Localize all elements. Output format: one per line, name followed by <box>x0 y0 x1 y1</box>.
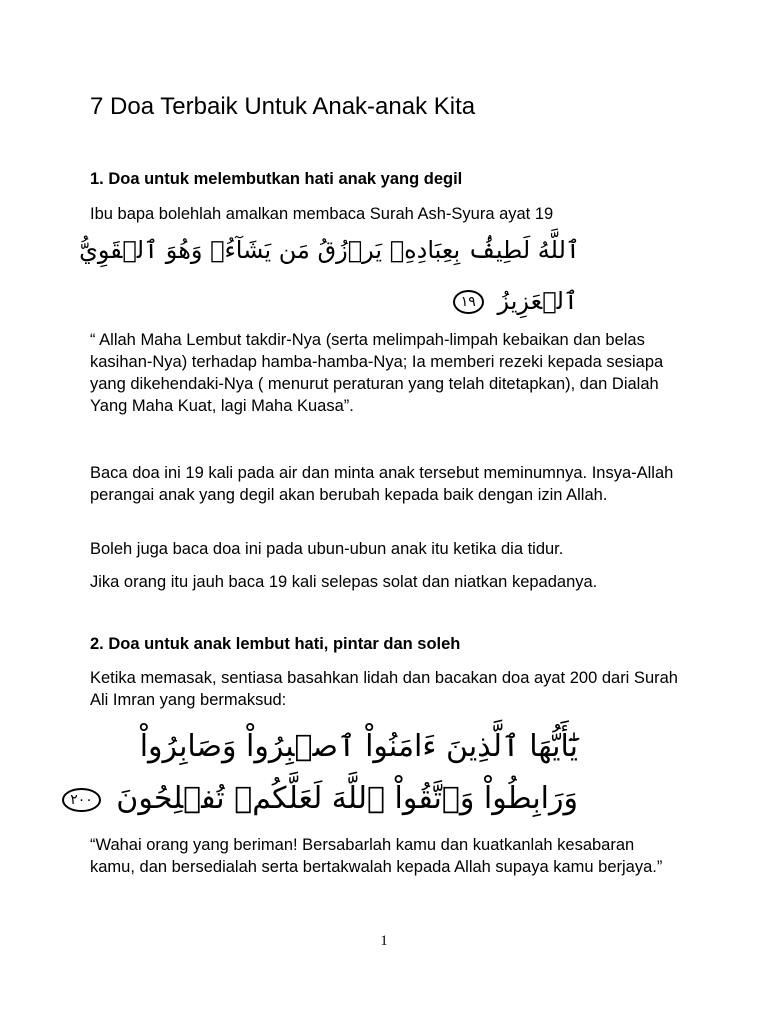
section-1-translation: “ Allah Maha Lembut takdir-Nya (serta melimpah-limpah kebaikan dan belas kasihan-Nya) terhadap hamba-hamba-Nya; Ia memberi rezeki kepada sesiapa yang dikehendaki-Nya ( menurut peraturan yang telah ditetapkan), dan Dialah Yang Maha Kuat, lagi Maha Kuasa”. <box>90 331 664 415</box>
section-1-paragraph-3: Jika orang itu jauh baca 19 kali selepas solat dan niatkan kepadanya. <box>90 573 598 591</box>
section-1-paragraph-2: Boleh juga baca doa ini pada ubun-ubun anak itu ketika dia tidur. <box>90 540 564 558</box>
section-2-arabic-verse-line-1 <box>140 724 578 770</box>
arabic-text: ٱلۡعَزِيزُ <box>497 287 578 315</box>
section-1-arabic-verse-line-1 <box>79 232 580 268</box>
section-1-intro: Ibu bapa bolehlah amalkan membaca Surah Ash-Syura ayat 19 <box>90 205 554 223</box>
section-1-arabic-verse-line-2 <box>453 284 578 318</box>
page-number: 1 <box>380 933 388 949</box>
arabic-text: وَرَابِطُواْ وَٱتَّقُواْ ٱللَّهَ لَعَلَّكُمۡ تُفۡلِحُونَ <box>116 781 578 816</box>
section-2-intro: Ketika memasak, sentiasa basahkan lidah dan bacakan doa ayat 200 dari Surah Ali Imran yang bermaksud: <box>90 669 678 709</box>
arabic-text: ٱللَّهُ لَطِيفُۢ بِعِبَادِهِۦ يَرۡزُقُ مَن يَشَآءُۖ وَهُوَ ٱلۡقَوِيُّ <box>79 236 580 264</box>
arabic-text: يَٰٓأَيُّهَا ٱلَّذِينَ ءَامَنُواْ ٱصۡبِرُواْ وَصَابِرُواْ <box>139 729 578 764</box>
section-2-heading: 2. Doa untuk anak lembut hati, pintar dan soleh <box>90 635 461 653</box>
section-1-paragraph-1: Baca doa ini 19 kali pada air dan minta anak tersebut meminumnya. Insya-Allah perangai anak yang degil akan berubah kepada baik dengan izin Allah. <box>90 464 674 504</box>
ayah-number-badge: ٢٠٠ <box>62 788 101 812</box>
section-2-translation: “Wahai orang yang beriman! Bersabarlah kamu dan kuatkanlah kesabaran kamu, dan bersedialah serta bertakwalah kepada Allah supaya kamu berjaya.” <box>90 836 663 876</box>
page-title: 7 Doa Terbaik Untuk Anak-anak Kita <box>90 93 476 120</box>
section-1-heading: 1. Doa untuk melembutkan hati anak yang degil <box>90 170 463 188</box>
ayah-number-badge: ١٩ <box>453 290 484 314</box>
section-2-arabic-verse-line-2 <box>62 776 578 822</box>
